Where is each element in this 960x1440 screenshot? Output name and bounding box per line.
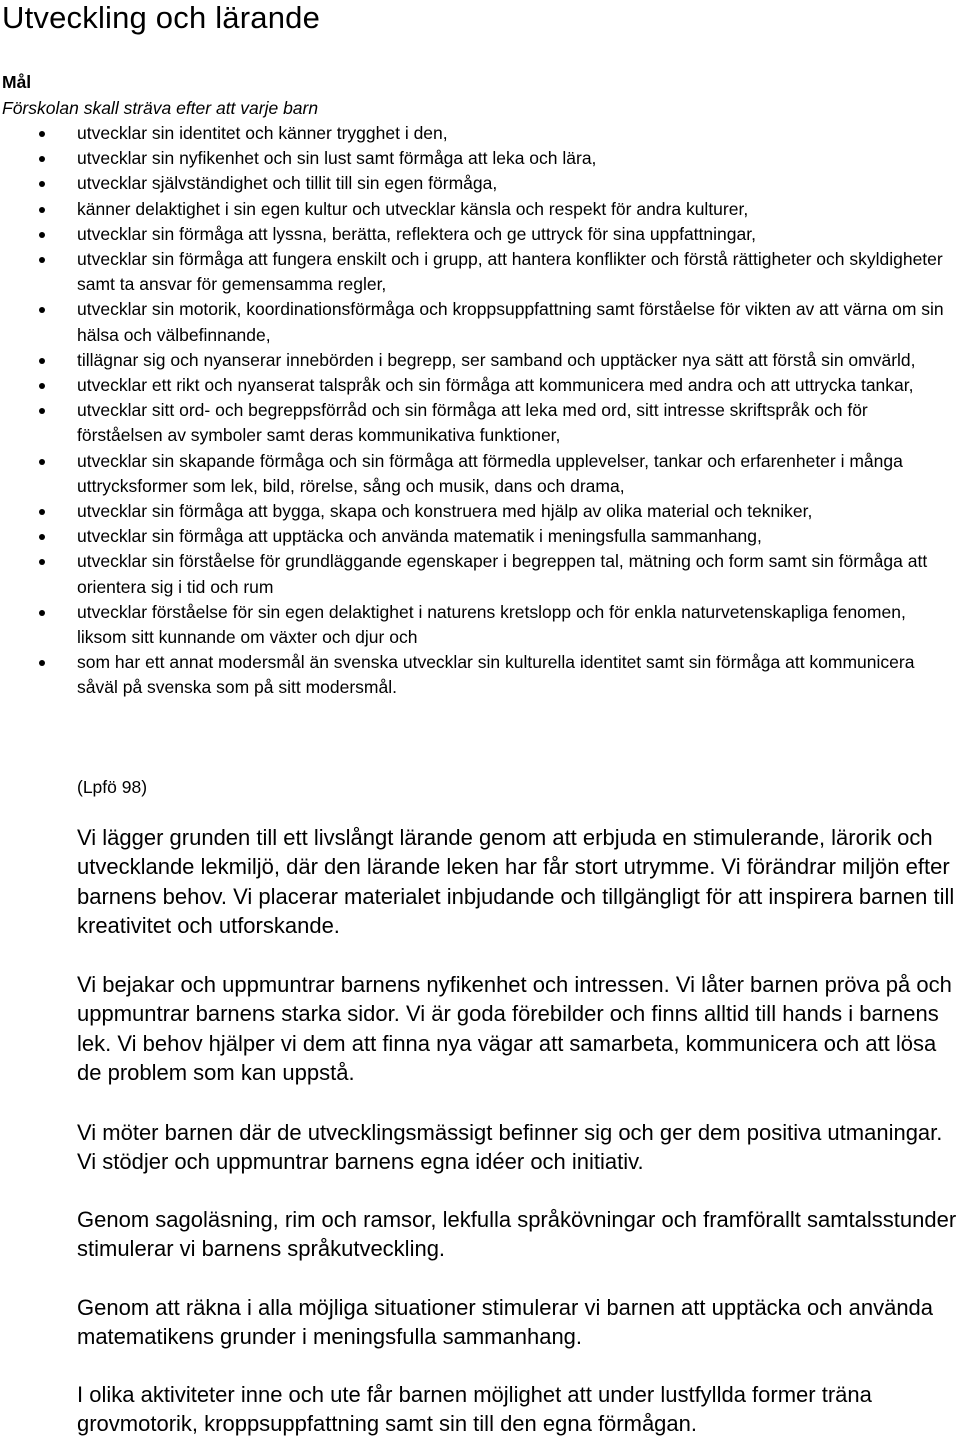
goal-list (0, 121, 960, 701)
goal-text: utvecklar ett rikt och nyanserat talspråk och sin förmåga att kommunicera med andra och att uttrycka tankar, (77, 375, 914, 396)
bullet-icon (39, 534, 45, 540)
bullet-icon (39, 257, 45, 263)
list-item (0, 348, 960, 373)
list-item (0, 121, 960, 146)
bullet-icon (39, 459, 45, 465)
list-item (0, 197, 960, 222)
goal-text: utvecklar sin förståelse för grundläggande egenskaper i begreppen tal, mätning och form samt sin förmåga att orientera sig i tid och rum (77, 551, 928, 597)
bullet-icon (39, 358, 45, 364)
bullet-icon (39, 383, 45, 389)
source-reference: (Lpfö 98) (77, 777, 148, 797)
list-item (0, 499, 960, 524)
list-item (0, 297, 960, 347)
goal-text: utvecklar sin skapande förmåga och sin förmåga att förmedla upplevelser, tankar och erfarenheter i många uttrycksformer som lek, bild, rörelse, sång och musik, dans och drama, (77, 450, 903, 496)
bullet-icon (39, 610, 45, 616)
goal-text: utvecklar sin förmåga att fungera enskilt och i grupp, att hantera konflikter och förstå rättigheter och skyldigheter samt ta ansvar för gemensamma regler, (77, 249, 943, 295)
goal-text: utvecklar sin förmåga att lyssna, berätta, reflektera och ge uttryck för sina uppfattningar, (77, 223, 756, 244)
goal-text: utvecklar sin identitet och känner trygghet i den, (77, 123, 448, 143)
paragraph-learning-environment: Vi lägger grunden till ett livslångt lärande genom att erbjuda en stimulerande, lärorik och utvecklande lekmiljö, där den lärande leken har får stort utrymme. Vi förändrar miljön efter barnens behov. Vi placerar materialet inbjudande och tillgängligt för att inspirera barnen till kreativitet och utforskande. (77, 825, 955, 938)
bullet-icon (39, 232, 45, 238)
goal-text: utvecklar sin förmåga att upptäcka och använda matematik i meningsfulla sammanhang, (77, 526, 762, 547)
list-item (0, 247, 960, 297)
list-item (0, 524, 960, 549)
paragraph-language: Genom sagoläsning, rim och ramsor, lekfulla språkövningar och framförallt samtalsstunder stimulerar vi barnens språkutveckling. (77, 1207, 957, 1262)
goal-heading: Mål (2, 72, 32, 92)
paragraph-motor-skills: I olika aktiviteter inne och ute får barnen möjlighet att under lustfyllda former träna grovmotorik, kroppsuppfattning samt sin till den egna förmågan. (77, 1382, 872, 1437)
bullet-icon (39, 131, 45, 137)
goal-intro: Förskolan skall sträva efter att varje barn (2, 98, 319, 118)
bullet-icon (39, 509, 45, 515)
list-item (0, 373, 960, 398)
list-item (0, 398, 960, 448)
goal-text: utvecklar självständighet och tillit till sin egen förmåga, (77, 173, 498, 194)
paragraph-challenges: Vi möter barnen där de utvecklingsmässigt befinner sig och ger dem positiva utmaningar. Vi stödjer och uppmuntrar barnens egna idéer och initiativ. (77, 1120, 943, 1175)
goal-text: utvecklar sin motorik, koordinationsförmåga och kroppsuppfattning samt förståelse för vikten av att värna om sin hälsa och välbefinnande, (77, 299, 944, 345)
list-item (0, 549, 960, 599)
goal-text: utvecklar sin förmåga att bygga, skapa och konstruera med hjälp av olika material och tekniker, (77, 501, 813, 522)
goal-text: som har ett annat modersmål än svenska utvecklar sin kulturella identitet samt sin förmåga att kommunicera såväl på svenska som på sitt modersmål. (77, 652, 915, 698)
goal-text: utvecklar sitt ord- och begreppsförråd och sin förmåga att leka med ord, sitt intresse skriftspråk och för förståelsen av symboler samt deras kommunikativa funktioner, (77, 400, 868, 446)
bullet-icon (39, 660, 45, 666)
list-item (0, 146, 960, 171)
list-item (0, 600, 960, 650)
paragraph-mathematics: Genom att räkna i alla möjliga situationer stimulerar vi barnen att upptäcka och använda matematikens grunder i meningsfulla sammanhang. (77, 1295, 934, 1350)
bullet-icon (39, 207, 45, 213)
goal-text: utvecklar förståelse för sin egen delaktighet i naturens kretslopp och för enkla naturvetenskapliga fenomen, liksom sitt kunnande om växter och djur och (77, 601, 906, 648)
goal-text: känner delaktighet i sin egen kultur och utvecklar känsla och respekt för andra kulturer, (77, 198, 749, 219)
bullet-icon (39, 181, 45, 187)
bullet-icon (39, 307, 45, 313)
page-title: Utveckling och lärande (2, 0, 321, 35)
bullet-icon (39, 559, 45, 565)
list-item (0, 449, 960, 499)
goal-text: tillägnar sig och nyanserar innebörden i begrepp, ser samband och upptäcker nya sätt att förstå sin omvärld, (77, 349, 916, 370)
bullet-icon (39, 408, 45, 414)
paragraph-curiosity: Vi bejakar och uppmuntrar barnens nyfikenhet och intressen. Vi låter barnen pröva på och uppmuntrar barnens starka sidor. Vi är goda förebilder och finns alltid till hands i barnens lek. Vi behov hjälper vi dem att finna nya vägar att samarbeta, kommunicera och att lösa de problem som kan uppstå. (77, 972, 952, 1085)
list-item (0, 650, 960, 700)
bullet-icon (39, 156, 45, 162)
goal-text: utvecklar sin nyfikenhet och sin lust samt förmåga att leka och lära, (77, 148, 597, 169)
list-item (0, 222, 960, 247)
list-item (0, 171, 960, 196)
